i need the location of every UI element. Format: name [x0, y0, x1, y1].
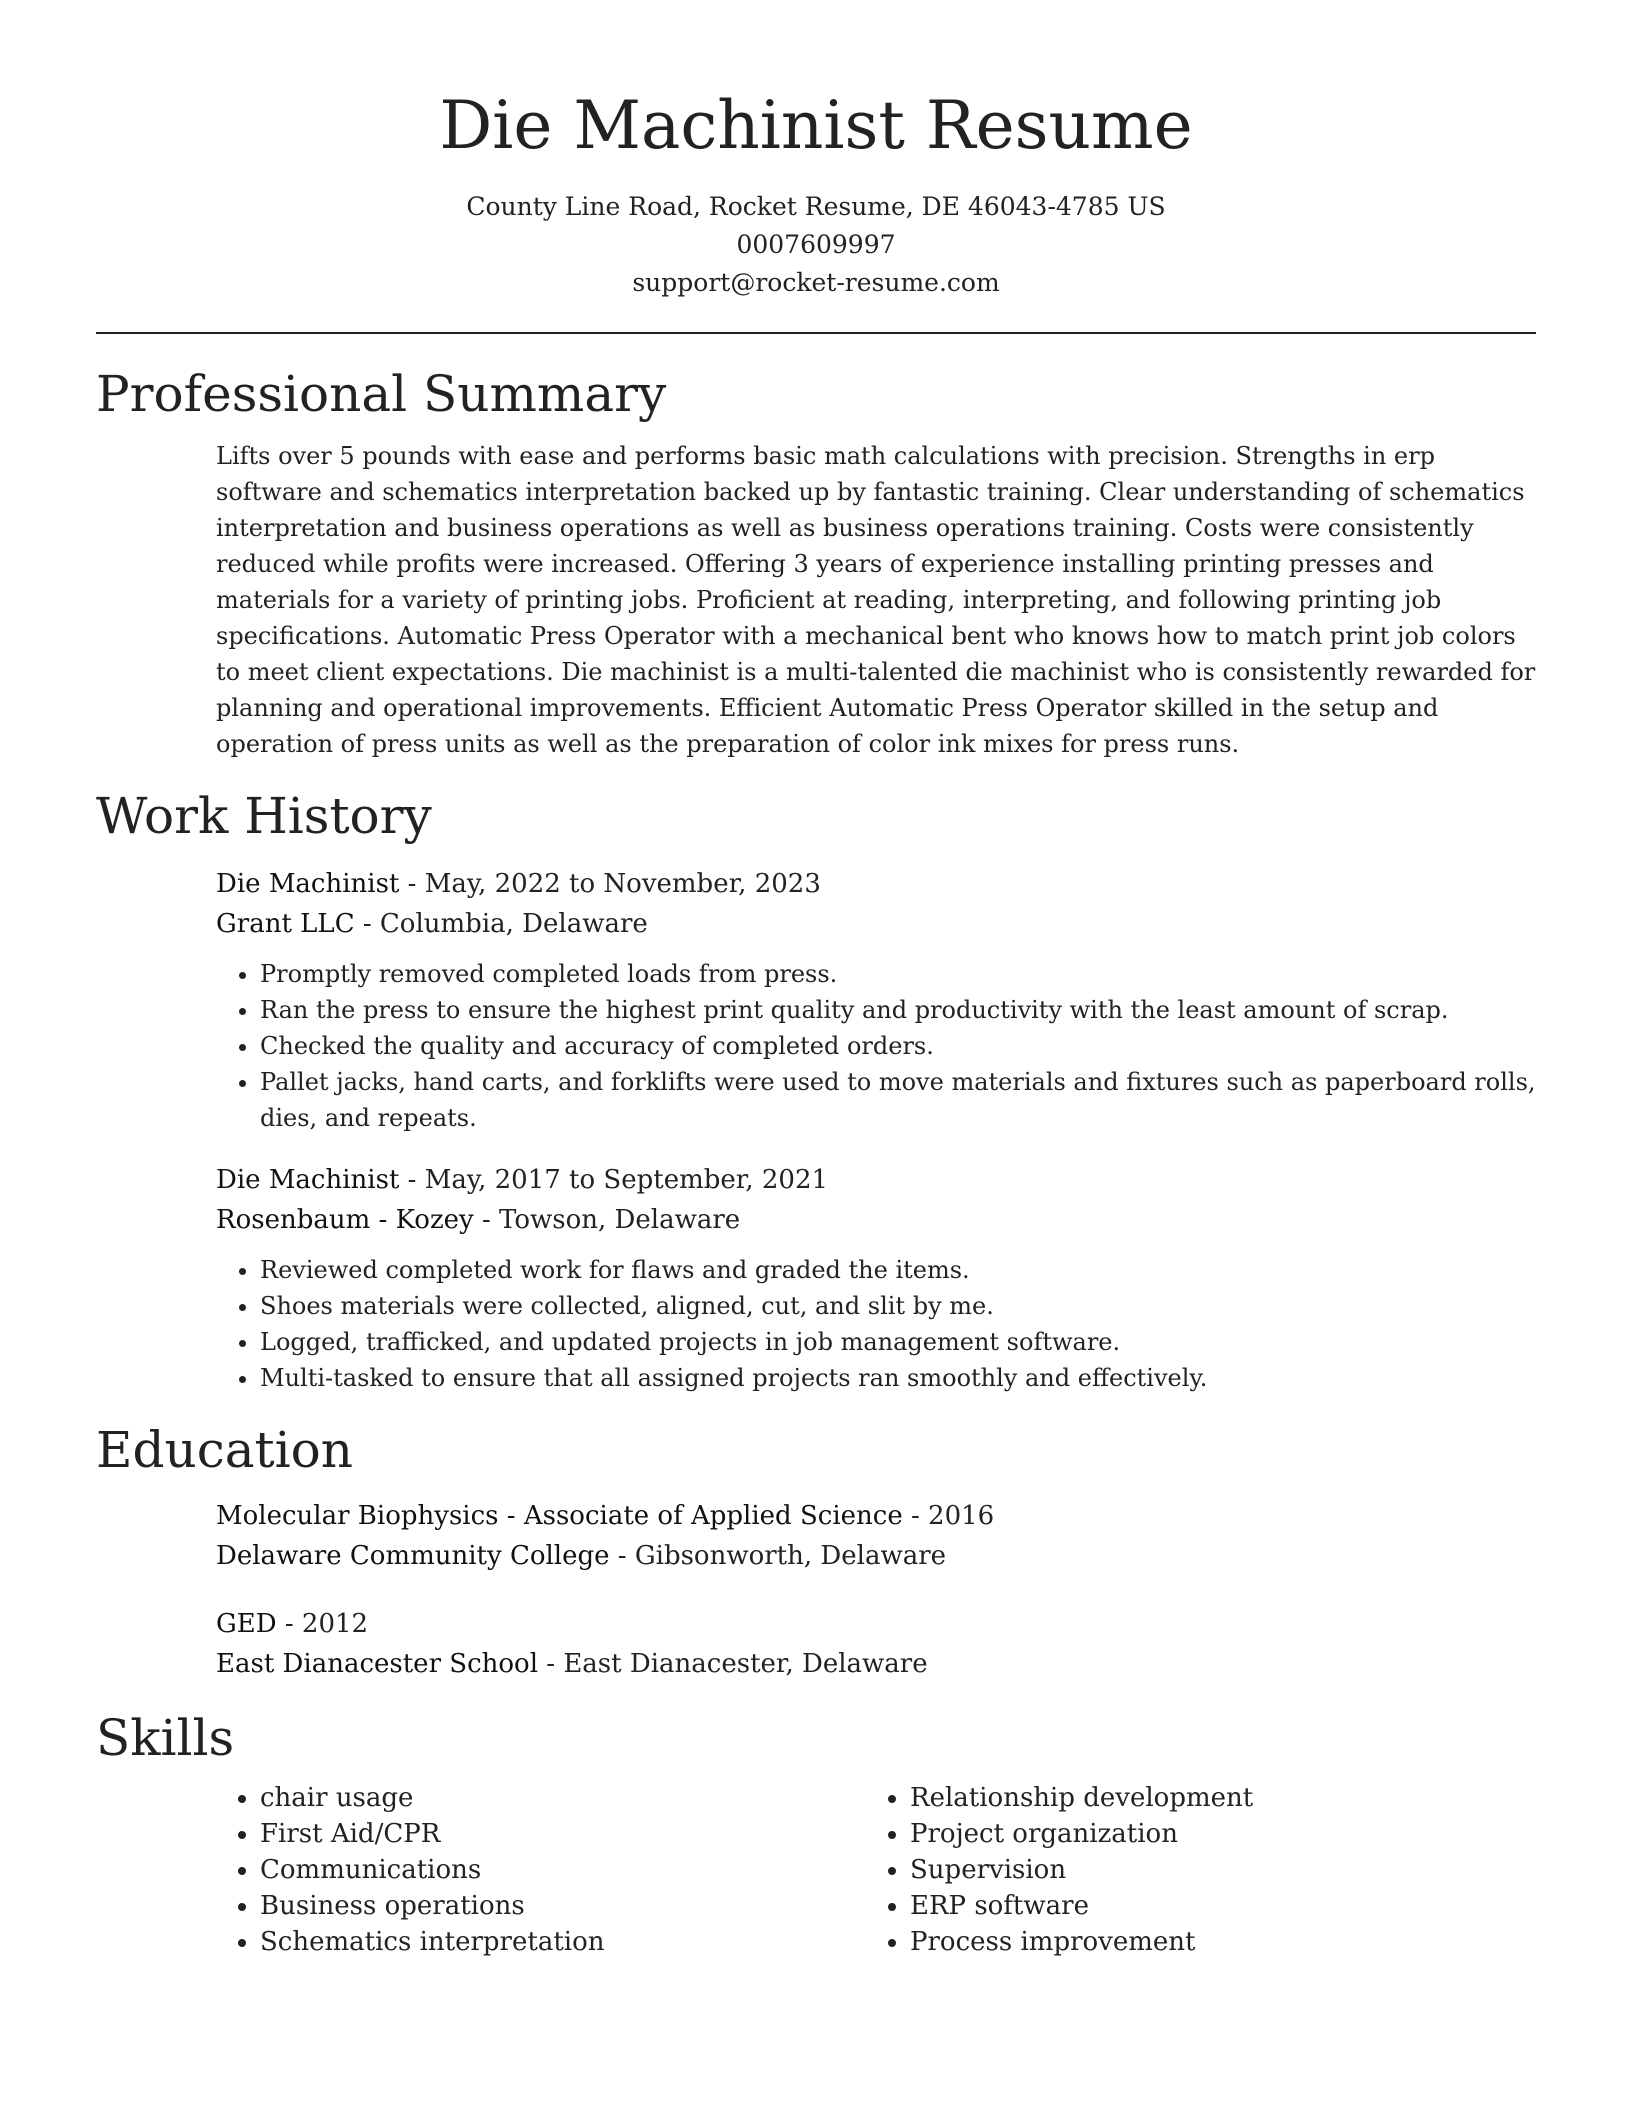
- school-name: Delaware Community College: [216, 1541, 610, 1571]
- skills-heading: Skills: [96, 1709, 235, 1767]
- degree-year: - 2012: [276, 1609, 369, 1639]
- resume-title: Die Machinist Resume: [439, 87, 1193, 164]
- skills-column-left: [216, 1780, 866, 1960]
- job-role: Die Machinist: [216, 869, 400, 899]
- header-divider: [96, 332, 1536, 334]
- education-entry: [96, 1604, 1536, 1684]
- list-item: • Relationship development: [910, 1780, 1516, 1816]
- list-item: • Reviewed completed work for flaws and graded the items.: [260, 1252, 1536, 1288]
- resume-header: [96, 0, 1536, 302]
- job-duties-list: [216, 956, 1536, 1136]
- job-title-line: [216, 864, 1536, 904]
- email-line: support@rocket-resume.com: [632, 268, 1000, 297]
- degree-name: Molecular Biophysics - Associate of Applied Science: [216, 1501, 903, 1531]
- summary-section: [96, 360, 1536, 762]
- job-duties-list: [216, 1252, 1536, 1396]
- school-name: East Dianacester School: [216, 1649, 539, 1679]
- list-item: • ERP software: [910, 1888, 1516, 1924]
- skills-list: [216, 1780, 866, 1960]
- job-title-line: [216, 1160, 1536, 1200]
- education-heading: Education: [96, 1421, 353, 1479]
- skills-grid: [96, 1780, 1536, 1960]
- summary-heading: Professional Summary: [96, 365, 667, 423]
- job-entry: [96, 864, 1536, 1136]
- degree-line: [216, 1496, 1536, 1536]
- list-item: • Communications: [260, 1852, 866, 1888]
- skills-section: [96, 1704, 1536, 1960]
- job-location: - Towson, Delaware: [473, 1205, 741, 1235]
- address-line: County Line Road, Rocket Resume, DE 46043-4785 US: [466, 192, 1166, 221]
- skills-column-right: [866, 1780, 1516, 1960]
- job-company: Grant LLC: [216, 909, 355, 939]
- summary-text: Lifts over 5 pounds with ease and performs basic math calculations with precision. Strengths in erp software and schematics interpretation backed up by fantastic training. Clear understanding of schematics interpretation and business operations as well as business operations training. Costs were consistently reduced while profits were increased. Offering 3 years of experience installing printing presses and materials for a variety of printing jobs. Proficient at reading, interpreting, and following printing job specifications. Automatic Press Operator with a mechanical bent who knows how to match print job colors to meet client expectations. Die machinist is a multi-talented die machinist who is consistently rewarded for planning and operational improvements. Efficient Automatic Press Operator skilled in the setup and operation of press units as well as the preparation of color ink mixes for press runs.: [216, 442, 1536, 758]
- school-line: [216, 1536, 1536, 1576]
- job-company: Rosenbaum - Kozey: [216, 1205, 474, 1235]
- job-dates: - May, 2022 to November, 2023: [399, 869, 821, 899]
- school-location: - East Dianacester, Delaware: [538, 1649, 928, 1679]
- job-company-line: [216, 904, 1536, 944]
- list-item: • Project organization: [910, 1816, 1516, 1852]
- list-item: • Ran the press to ensure the highest print quality and productivity with the least amount of scrap.: [260, 992, 1536, 1028]
- degree-line: [216, 1604, 1536, 1644]
- list-item: • chair usage: [260, 1780, 866, 1816]
- list-item: • Logged, trafficked, and updated projects in job management software.: [260, 1324, 1536, 1360]
- job-role: Die Machinist: [216, 1165, 400, 1195]
- phone-line: 0007609997: [736, 230, 896, 259]
- job-dates: - May, 2017 to September, 2021: [399, 1165, 829, 1195]
- list-item: • Pallet jacks, hand carts, and forklifts were used to move materials and fixtures such as paperboard rolls, dies, and repeats.: [260, 1064, 1536, 1136]
- list-item: • Supervision: [910, 1852, 1516, 1888]
- list-item: • Schematics interpretation: [260, 1924, 866, 1960]
- degree-name: GED: [216, 1609, 277, 1639]
- skills-list: [866, 1780, 1516, 1960]
- degree-year: - 2016: [902, 1501, 995, 1531]
- list-item: • First Aid/CPR: [260, 1816, 866, 1852]
- list-item: • Checked the quality and accuracy of completed orders.: [260, 1028, 1536, 1064]
- job-company-line: [216, 1200, 1536, 1240]
- job-entry: [96, 1160, 1536, 1396]
- job-location: - Columbia, Delaware: [354, 909, 648, 939]
- education-section: [96, 1416, 1536, 1684]
- work-history-section: [96, 782, 1536, 1396]
- list-item: • Process improvement: [910, 1924, 1516, 1960]
- contact-block: [96, 188, 1536, 302]
- list-item: • Multi-tasked to ensure that all assigned projects ran smoothly and effectively.: [260, 1360, 1536, 1396]
- list-item: • Promptly removed completed loads from press.: [260, 956, 1536, 992]
- list-item: • Shoes materials were collected, aligned, cut, and slit by me.: [260, 1288, 1536, 1324]
- school-location: - Gibsonworth, Delaware: [609, 1541, 947, 1571]
- school-line: [216, 1644, 1536, 1684]
- work-history-heading: Work History: [96, 787, 432, 845]
- list-item: • Business operations: [260, 1888, 866, 1924]
- education-entry: [96, 1496, 1536, 1576]
